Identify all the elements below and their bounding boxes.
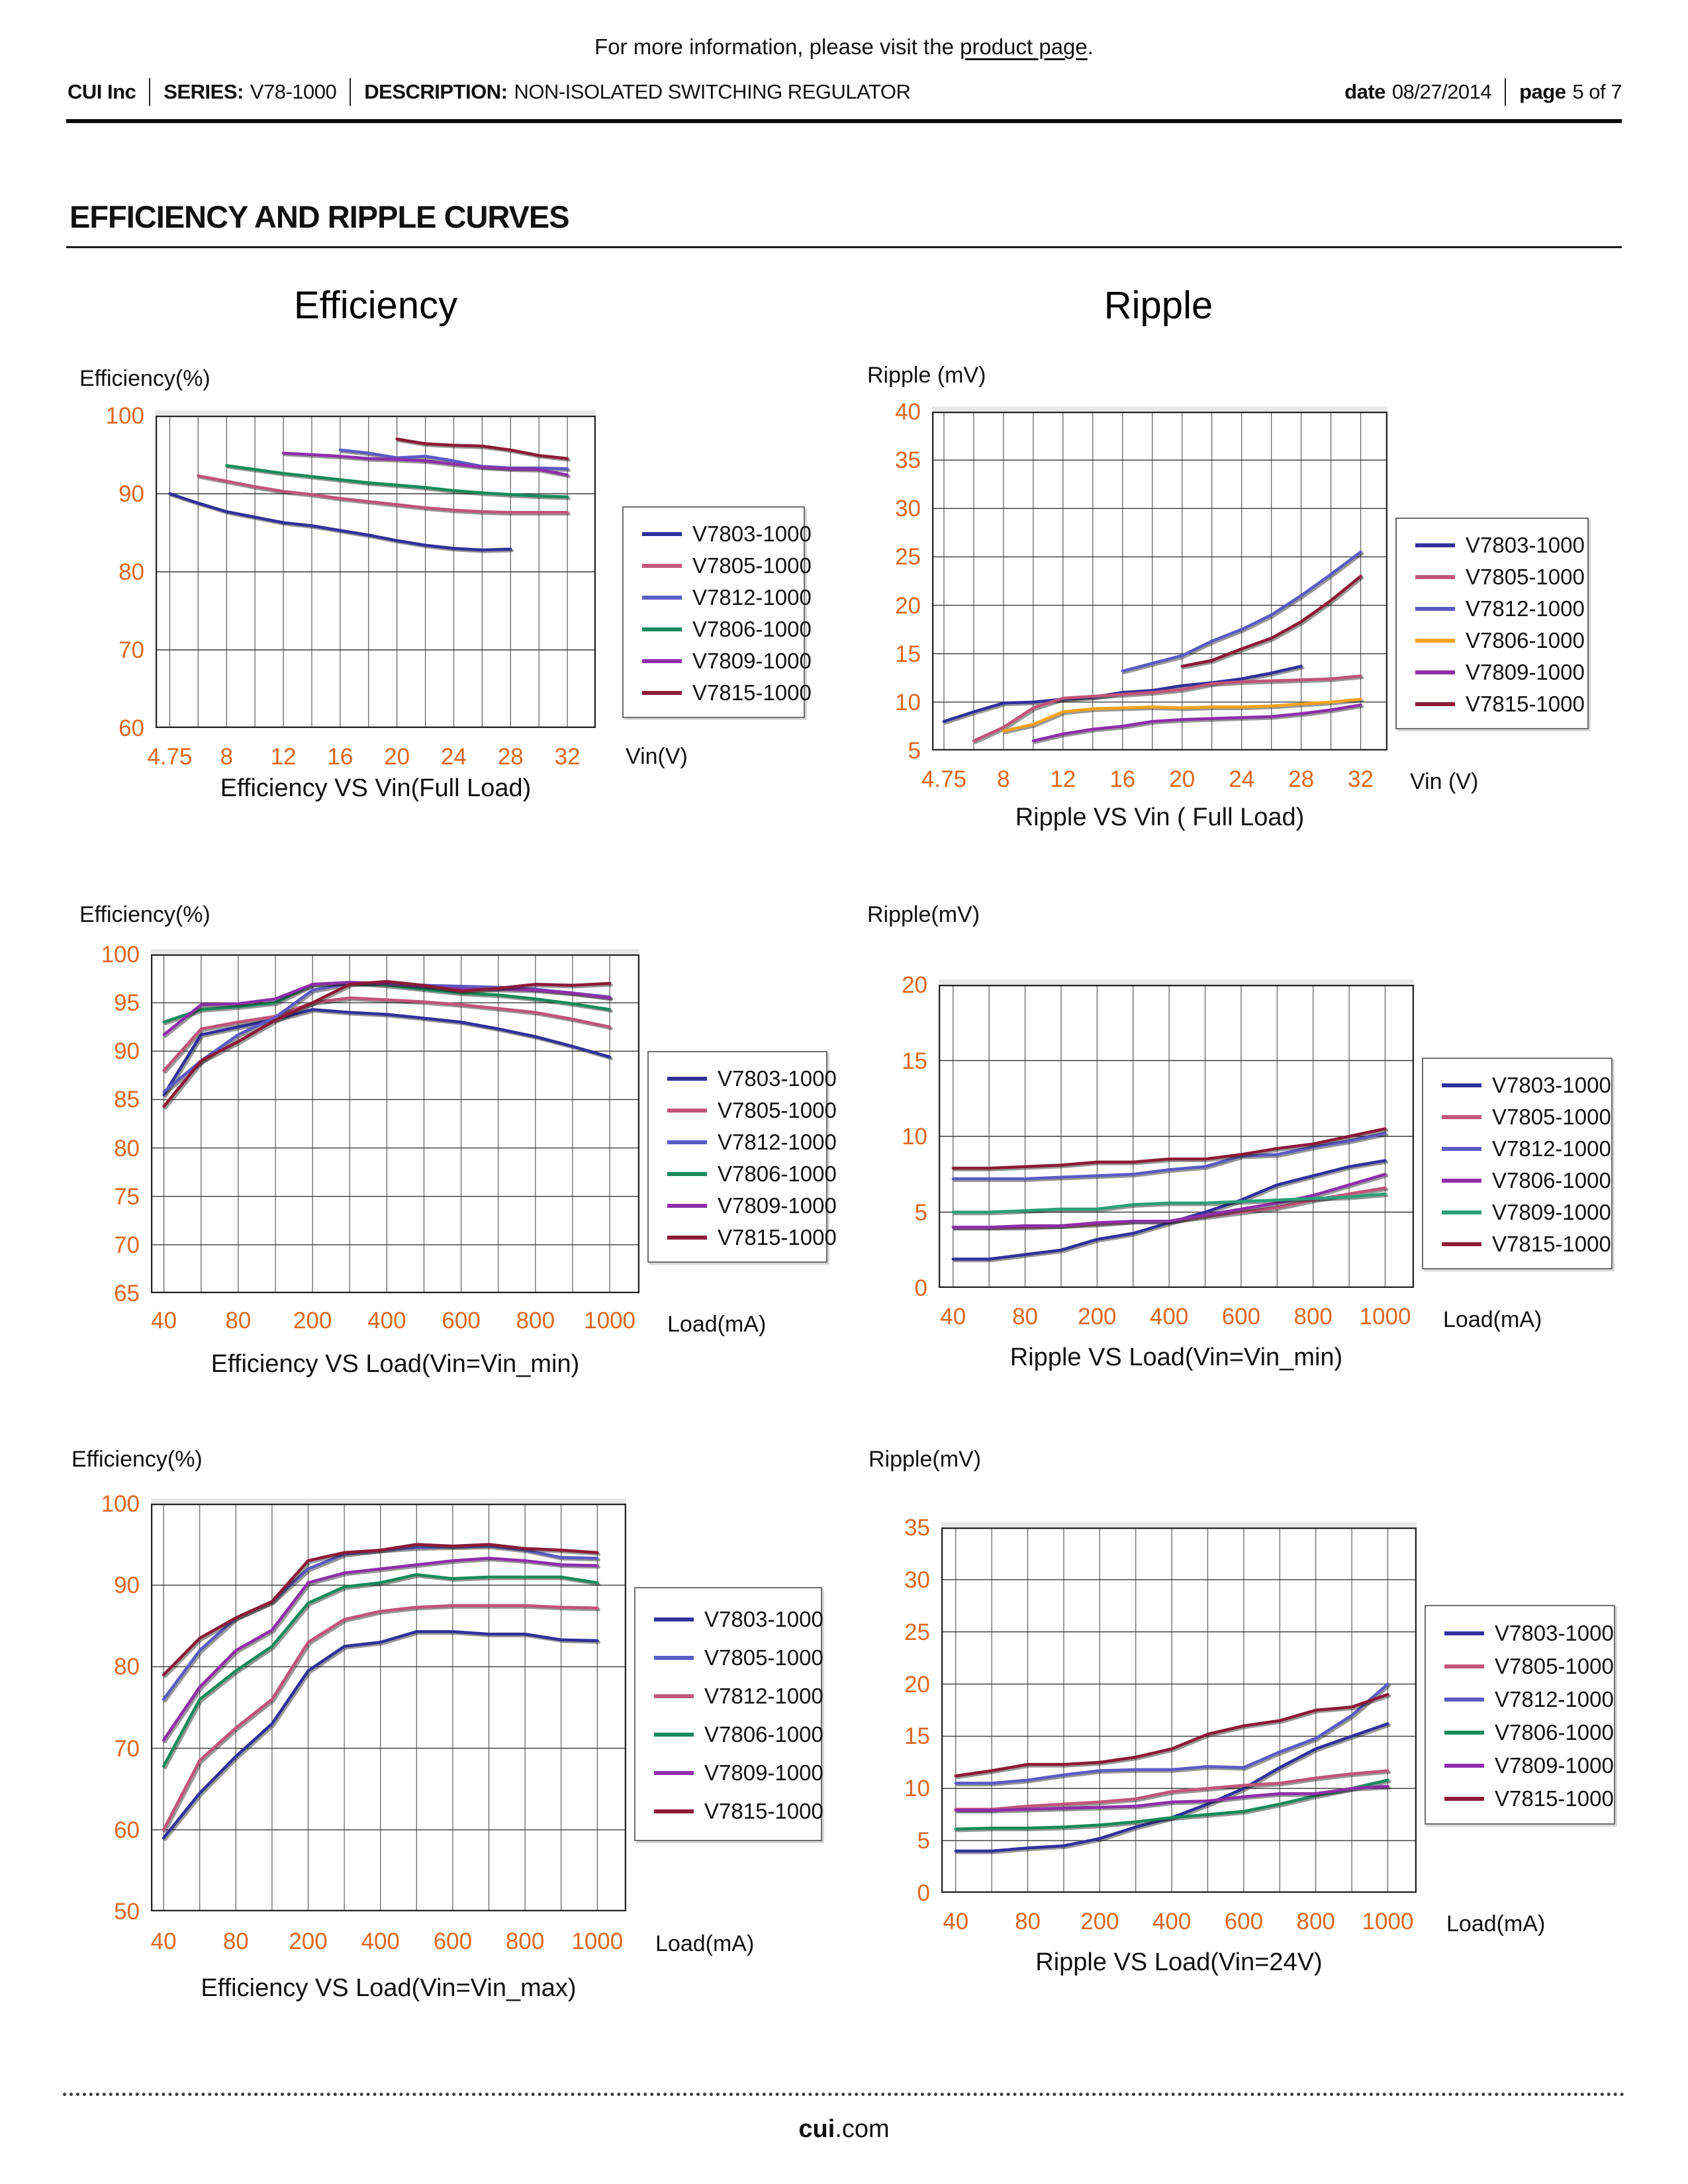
y-tick: 20 — [895, 592, 921, 619]
column-title-efficiency: Efficiency — [293, 284, 458, 327]
plot-top-band — [939, 979, 1414, 985]
legend-entry-V7805-1000 — [1423, 1101, 1611, 1133]
column-title-ripple: Ripple — [1103, 284, 1213, 327]
legend-entry-V7806-1000 — [649, 1158, 837, 1190]
x-tick: 12 — [1050, 766, 1076, 792]
x-tick: 16 — [1109, 766, 1136, 792]
y-tick: 10 — [902, 1124, 927, 1150]
y-tick: 85 — [114, 1087, 140, 1113]
legend-label: V7809-1000 — [1495, 1753, 1614, 1778]
info-right — [1344, 78, 1622, 106]
plot-top-band — [151, 949, 639, 954]
date-value: 08/27/2014 — [1391, 80, 1492, 103]
legend-swatch — [654, 1617, 694, 1621]
legend-label: V7803-1000 — [718, 1066, 837, 1091]
legend-label: V7805-1000 — [1492, 1105, 1611, 1129]
x-tick: 28 — [497, 744, 524, 770]
x-tick: 1000 — [571, 1929, 624, 1954]
x-tick: 40 — [150, 1929, 177, 1954]
legend-entry-V7805-1000 — [1397, 561, 1587, 593]
legend-swatch — [1444, 1764, 1484, 1768]
legend-entry-V7815-1000 — [1426, 1782, 1614, 1815]
legend-label: V7803-1000 — [1492, 1073, 1611, 1097]
legend-entry-V7803-1000 — [635, 1600, 821, 1639]
x-axis-title: Load(mA) — [655, 1931, 755, 1956]
y-tick: 5 — [917, 1828, 930, 1854]
legend-swatch — [642, 564, 682, 568]
y-axis-title: Efficiency(%) — [71, 1447, 203, 1472]
y-tick: 60 — [114, 1817, 140, 1843]
plot-border — [933, 412, 1387, 750]
legend-label: V7805-1000 — [718, 1098, 837, 1122]
legend-swatch — [1415, 639, 1455, 643]
x-tick: 400 — [361, 1929, 400, 1954]
x-tick: 4.75 — [921, 766, 967, 792]
x-tick: 8 — [997, 766, 1010, 792]
y-tick: 15 — [895, 641, 921, 667]
legend-label: V7809-1000 — [718, 1193, 837, 1218]
legend-label: V7806-1000 — [1492, 1168, 1611, 1193]
x-tick: 28 — [1288, 766, 1315, 792]
legend-swatch — [654, 1694, 694, 1698]
legend-label: V7809-1000 — [1466, 660, 1585, 684]
legend-label: V7815-1000 — [692, 680, 812, 705]
chart-title: Efficiency VS Load(Vin=Vin_max) — [201, 1974, 577, 2002]
legend-label: V7806-1000 — [692, 617, 812, 641]
legend-swatch — [654, 1809, 694, 1813]
chart-efficiency-vs-vin — [66, 357, 827, 821]
legend-swatch — [642, 659, 682, 663]
x-tick: 200 — [289, 1929, 328, 1954]
x-tick: 16 — [327, 744, 353, 770]
series-line-shadow — [1005, 701, 1362, 733]
plot-area — [151, 954, 639, 1293]
x-tick: 24 — [1229, 766, 1255, 792]
x-tick: 80 — [225, 1308, 252, 1334]
legend-entry-V7803-1000 — [1423, 1069, 1611, 1101]
y-tick: 25 — [895, 544, 921, 570]
legend-entry-V7815-1000 — [649, 1222, 837, 1253]
x-axis-title: Vin (V) — [1410, 769, 1479, 794]
legend-swatch — [1444, 1664, 1484, 1668]
y-tick: 100 — [105, 403, 144, 429]
series-line-shadow — [171, 496, 512, 552]
legend-swatch — [642, 532, 682, 536]
y-tick: 70 — [114, 1232, 140, 1258]
y-tick: 95 — [114, 990, 140, 1017]
x-axis-title: Vin(V) — [626, 744, 688, 769]
x-axis-title: Load(mA) — [667, 1312, 767, 1337]
x-tick: 32 — [1348, 766, 1374, 792]
section-rule — [66, 246, 1622, 248]
legend-swatch — [1444, 1731, 1484, 1735]
y-tick: 80 — [118, 559, 144, 585]
legend-label: V7815-1000 — [1466, 692, 1585, 716]
legend-swatch — [667, 1109, 707, 1113]
legend-entry-V7815-1000 — [1397, 688, 1587, 720]
x-tick: 20 — [384, 744, 410, 770]
y-tick: 10 — [895, 689, 921, 715]
chart-title: Efficiency VS Load(Vin=Vin_min) — [211, 1350, 580, 1378]
legend-label: V7803-1000 — [692, 522, 812, 546]
x-tick: 400 — [1152, 1909, 1192, 1934]
legend-label: V7809-1000 — [704, 1760, 823, 1785]
legend-label: V7812-1000 — [704, 1684, 823, 1708]
plot-area — [941, 1527, 1417, 1893]
x-tick: 80 — [1012, 1304, 1038, 1330]
legend-entry-V7806-1000 — [1423, 1165, 1611, 1197]
footer-site-rest[interactable]: .com — [835, 2115, 890, 2143]
legend-label: V7812-1000 — [1492, 1136, 1611, 1161]
product-page-link[interactable]: product page — [960, 34, 1088, 59]
x-axis-title: Load(mA) — [1446, 1911, 1546, 1936]
legend-swatch — [1415, 607, 1455, 611]
series-value: V78-1000 — [250, 80, 337, 103]
legend-entry-V7805-1000 — [635, 1639, 821, 1677]
x-tick: 800 — [505, 1929, 545, 1954]
y-tick: 35 — [895, 447, 921, 474]
legend-entry-V7809-1000 — [635, 1754, 821, 1792]
legend-swatch — [1415, 543, 1455, 547]
footer-site — [0, 2115, 1688, 2144]
plot-area — [939, 985, 1414, 1288]
x-tick: 20 — [1169, 766, 1196, 792]
y-axis-title: Efficiency(%) — [79, 902, 211, 927]
legend-swatch — [1444, 1797, 1484, 1801]
legend-swatch — [1415, 670, 1455, 674]
y-tick: 15 — [904, 1723, 930, 1750]
legend-entry-V7812-1000 — [635, 1677, 821, 1715]
legend-swatch — [1415, 575, 1455, 579]
y-tick: 30 — [904, 1567, 930, 1593]
legend-label: V7803-1000 — [1466, 533, 1585, 557]
y-axis-title: Ripple(mV) — [867, 902, 980, 927]
y-tick: 25 — [904, 1619, 930, 1645]
plot-top-band — [151, 1498, 626, 1504]
page-label: page — [1519, 80, 1566, 103]
info-bar — [68, 78, 1622, 106]
y-tick: 100 — [101, 1491, 140, 1517]
y-tick: 70 — [118, 637, 144, 663]
y-tick: 10 — [904, 1776, 930, 1802]
x-tick: 40 — [940, 1304, 966, 1330]
legend-label: V7815-1000 — [718, 1225, 837, 1250]
legend-swatch — [667, 1077, 707, 1081]
description-value: NON-ISOLATED SWITCHING REGULATOR — [514, 80, 911, 103]
series-label: SERIES: — [164, 80, 244, 103]
x-tick: 80 — [222, 1929, 249, 1954]
legend-entry-V7806-1000 — [624, 614, 812, 645]
legend-label: V7815-1000 — [1492, 1232, 1611, 1256]
plot-area — [932, 412, 1387, 751]
legend-entry-V7803-1000 — [1397, 529, 1587, 561]
legend-swatch — [1442, 1147, 1481, 1151]
series-line-shadow — [165, 1560, 599, 1742]
legend-entry-V7812-1000 — [1397, 593, 1587, 625]
legend-label: V7806-1000 — [718, 1161, 837, 1186]
x-tick: 400 — [367, 1308, 406, 1334]
legend-label: V7806-1000 — [1466, 628, 1585, 653]
section-title: EFFICIENCY AND RIPPLE CURVES — [70, 199, 569, 234]
legend — [647, 1051, 837, 1263]
footer-divider — [63, 2093, 1625, 2096]
y-tick: 40 — [895, 399, 921, 425]
plot-top-band — [156, 410, 596, 416]
legend-entry-V7809-1000 — [1397, 657, 1587, 688]
plot-area — [151, 1504, 626, 1911]
y-axis-title: Efficiency(%) — [79, 366, 211, 391]
legend-swatch — [1444, 1698, 1484, 1702]
x-tick: 600 — [442, 1308, 481, 1334]
y-tick: 70 — [114, 1735, 140, 1762]
legend-entry-V7803-1000 — [624, 518, 812, 550]
legend-label: V7803-1000 — [704, 1607, 823, 1631]
chart-title: Efficiency VS Vin(Full Load) — [220, 774, 532, 802]
legend-label: V7805-1000 — [1495, 1654, 1614, 1678]
legend-label: V7809-1000 — [1492, 1200, 1611, 1224]
chart-ripple-vs-load-24v — [854, 1436, 1622, 2032]
legend-swatch — [667, 1204, 707, 1208]
legend-swatch — [667, 1140, 707, 1144]
legend-entry-V7812-1000 — [649, 1126, 837, 1158]
divider — [1505, 78, 1506, 106]
y-axis-title: Ripple(mV) — [868, 1447, 982, 1472]
x-tick: 400 — [1149, 1304, 1189, 1330]
legend — [1395, 518, 1589, 729]
x-tick: 200 — [1078, 1304, 1117, 1330]
legend-label: V7812-1000 — [1495, 1687, 1614, 1711]
legend-entry-V7812-1000 — [1423, 1133, 1611, 1165]
legend-swatch — [1444, 1631, 1484, 1635]
divider — [149, 78, 150, 106]
legend-swatch — [667, 1236, 707, 1240]
legend-swatch — [1442, 1179, 1481, 1183]
company-name: CUI Inc — [68, 80, 136, 103]
y-tick: 20 — [904, 1671, 930, 1698]
chart-ripple-vs-vin — [854, 357, 1622, 834]
x-axis-title: Load(mA) — [1443, 1307, 1542, 1332]
y-tick: 75 — [114, 1183, 140, 1210]
legend-label: V7812-1000 — [718, 1130, 837, 1154]
notice — [0, 34, 1688, 60]
y-tick: 65 — [114, 1281, 140, 1306]
y-tick: 15 — [902, 1048, 927, 1074]
x-tick: 4.75 — [147, 744, 193, 770]
legend-label: V7805-1000 — [1466, 565, 1585, 589]
legend-label: V7806-1000 — [1495, 1720, 1614, 1745]
y-tick: 0 — [914, 1275, 927, 1301]
legend-entry-V7812-1000 — [1426, 1683, 1614, 1716]
legend-swatch — [1442, 1242, 1481, 1246]
chart-title: Ripple VS Load(Vin=Vin_min) — [1009, 1343, 1343, 1371]
legend-entry-V7815-1000 — [1423, 1228, 1611, 1260]
y-tick: 90 — [114, 1038, 140, 1065]
legend-swatch — [642, 627, 682, 631]
plot-top-band — [932, 406, 1387, 412]
x-tick: 12 — [270, 744, 297, 770]
x-tick: 24 — [441, 744, 467, 770]
chart-title: Ripple VS Vin ( Full Load) — [1015, 803, 1305, 831]
legend-swatch — [654, 1656, 694, 1660]
legend-label: V7806-1000 — [704, 1722, 823, 1747]
y-tick: 35 — [904, 1515, 930, 1541]
legend — [622, 506, 812, 718]
legend-entry-V7806-1000 — [1397, 625, 1587, 657]
legend-label: V7805-1000 — [692, 553, 812, 578]
x-tick: 32 — [554, 744, 581, 770]
legend-entry-V7806-1000 — [1426, 1716, 1614, 1749]
legend-entry-V7805-1000 — [624, 550, 812, 582]
y-tick: 0 — [917, 1880, 930, 1906]
legend-swatch — [1442, 1083, 1481, 1087]
x-tick: 200 — [1080, 1909, 1119, 1934]
legend — [1425, 1605, 1615, 1825]
notice-text: For more information, please visit the — [594, 34, 961, 59]
legend-entry-V7809-1000 — [1423, 1197, 1611, 1228]
x-tick: 800 — [516, 1308, 555, 1334]
notice-period: . — [1087, 34, 1094, 59]
chart-efficiency-vs-load-vinmax — [66, 1436, 827, 2045]
y-tick: 80 — [114, 1654, 140, 1680]
legend-entry-V7815-1000 — [635, 1792, 821, 1831]
y-tick: 80 — [114, 1135, 140, 1161]
y-axis-title: Ripple (mV) — [867, 363, 986, 388]
page-value: 5 of 7 — [1572, 80, 1622, 103]
legend-entry-V7803-1000 — [649, 1063, 837, 1095]
x-tick: 800 — [1293, 1304, 1333, 1330]
legend-label: V7815-1000 — [704, 1799, 823, 1823]
date-label: date — [1344, 80, 1385, 103]
legend-label: V7805-1000 — [704, 1645, 823, 1670]
legend-swatch — [1442, 1210, 1481, 1214]
x-tick: 200 — [293, 1308, 332, 1334]
legend-entry-V7806-1000 — [635, 1715, 821, 1754]
series-line-shadow — [1124, 554, 1362, 673]
plot-top-band — [941, 1522, 1417, 1527]
y-tick: 30 — [895, 496, 921, 522]
x-tick: 600 — [1221, 1304, 1261, 1330]
y-tick: 50 — [114, 1899, 140, 1925]
chart-title: Ripple VS Load(Vin=24V) — [1035, 1948, 1323, 1976]
legend-swatch — [667, 1172, 707, 1176]
x-tick: 1000 — [584, 1308, 636, 1334]
info-left — [68, 78, 910, 106]
y-tick: 100 — [101, 942, 140, 968]
header-rule — [66, 119, 1622, 123]
legend-swatch — [1415, 702, 1455, 706]
legend-entry-V7809-1000 — [649, 1190, 837, 1222]
x-tick: 40 — [151, 1308, 177, 1334]
divider — [350, 78, 351, 106]
x-tick: 80 — [1015, 1909, 1041, 1934]
y-tick: 90 — [114, 1572, 140, 1599]
y-tick: 60 — [118, 715, 144, 741]
legend-label: V7812-1000 — [1466, 596, 1585, 621]
y-tick: 90 — [118, 481, 144, 507]
footer-site-bold[interactable]: cui — [798, 2115, 835, 2143]
legend — [1422, 1058, 1613, 1269]
x-tick: 600 — [433, 1929, 473, 1954]
legend — [634, 1587, 822, 1841]
series-line-shadow — [165, 999, 612, 1072]
x-tick: 8 — [220, 744, 233, 770]
y-tick: 20 — [902, 972, 927, 998]
chart-efficiency-vs-load-vinmin — [66, 893, 837, 1383]
legend-label: V7815-1000 — [1495, 1786, 1614, 1811]
legend-entry-V7805-1000 — [649, 1095, 837, 1126]
legend-entry-V7805-1000 — [1426, 1650, 1614, 1683]
chart-ripple-vs-load-vinmin — [854, 893, 1622, 1383]
legend-swatch — [654, 1733, 694, 1737]
series-line-shadow — [1184, 578, 1362, 668]
x-tick: 40 — [943, 1909, 969, 1934]
x-tick: 800 — [1296, 1909, 1335, 1934]
plot-area — [156, 416, 596, 728]
x-tick: 1000 — [1359, 1304, 1411, 1330]
legend-entry-V7812-1000 — [624, 582, 812, 614]
legend-label: V7803-1000 — [1495, 1621, 1614, 1645]
x-tick: 600 — [1224, 1909, 1264, 1934]
y-tick: 5 — [914, 1199, 927, 1226]
y-tick: 5 — [908, 738, 921, 764]
x-tick: 1000 — [1362, 1909, 1414, 1934]
legend-entry-V7815-1000 — [624, 677, 812, 709]
legend-swatch — [1442, 1115, 1481, 1119]
legend-swatch — [642, 596, 682, 600]
legend-label: V7809-1000 — [692, 649, 812, 673]
legend-entry-V7809-1000 — [624, 645, 812, 677]
legend-swatch — [654, 1771, 694, 1775]
legend-label: V7812-1000 — [692, 585, 812, 610]
legend-swatch — [642, 691, 682, 695]
legend-entry-V7809-1000 — [1426, 1749, 1614, 1782]
description-label: DESCRIPTION: — [364, 80, 508, 103]
legend-entry-V7803-1000 — [1426, 1617, 1614, 1650]
